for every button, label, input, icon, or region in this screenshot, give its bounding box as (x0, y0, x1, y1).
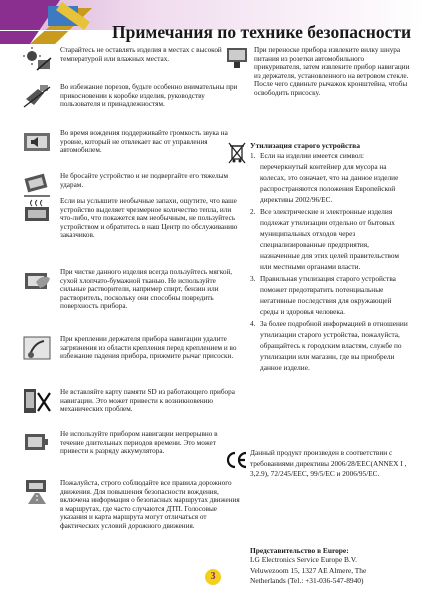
crossed-bin-icon (226, 141, 248, 165)
drop-impact-icon (22, 172, 52, 198)
page-number: 3 (205, 569, 221, 585)
list-item: 2. Все электрические и электронные изделия подлежат утилизации отдельно от бытовых муниципальных отходов через специализированные предприятия, назначенные для этих целей правительством или местными органами власти. (250, 207, 400, 271)
cloth-cleaning-icon (22, 268, 52, 294)
sd-card-icon (22, 388, 52, 414)
list-item: 3. Правильная утилизация старого устройства поможет предотвратить потенциальные негативные последствия для окружающей среды и здоровья человека. (250, 274, 396, 316)
road-sign-icon (22, 479, 52, 505)
page-title: Примечания по технике безопасности (112, 22, 412, 42)
list-item: 1. Если на изделии имеется символ: перечеркнутый контейнер для мусора на колесах, это означает, что на данное изделие распространяются положения Европейской директивы 2002/96/EC. (250, 151, 399, 204)
note-text: Если вы услышите необычные запахи, ощутите, что ваше устройство выделяет чрезмерное количество тепла, или что-либо, что покажется вам необычным, не пользуйтесь устройством и обратитесь в наш Центр по обслуживанию заказчиков. (60, 197, 238, 240)
representative-title: Представительство в Europe: (250, 546, 349, 555)
note-text: Не используйте прибором навигации непрерывно в течение длительных периодов времени. Это может привести к разряду аккумулятора. (60, 430, 218, 456)
ce-mark-icon (226, 448, 248, 472)
smoke-warning-icon (22, 197, 52, 223)
note-text: Во избежание порезов, будьте особенно внимательны при прикосновении к коробке изделия, руководству пользователя и принадлежностям. (60, 83, 238, 109)
representative-line: Netherlands (Tel.: +31-036-547-8940) (250, 576, 364, 585)
note-text: Пожалуйста, строго соблюдайте все правила дорожного движения. Для повышения безопасности вождения, включена информация о безопасных маршрутах движения в маршрутах, где часто случаются ДТП. Голосовые указания и карта маршрута могут отличаться от фактических условий дорожного движения. (60, 479, 240, 530)
car-plug-icon (226, 46, 248, 70)
list-item: 4. За более подробной информацией в отношении утилизации старого устройства, пожалуйста, обращайтесь к городским властям, службе по утилизации или магазин, где вы приобрели данное изделие. (250, 319, 408, 372)
recycling-title: Утилизация старого устройства (250, 141, 361, 150)
representative-content (250, 546, 420, 587)
representative-line: LG Electronics Service Europe B.V. (250, 555, 357, 564)
ce-text: Данный продукт произведен в соответствии с требованиями директивы 2006/28/EEC(ANNEX I , 3,2.9), 72/245/EEC, 99/5/EC и 2006/95/EC. (250, 448, 407, 478)
hand-cut-icon (22, 83, 52, 109)
note-text: При креплении держателя прибора навигации удалите загрязнения из области крепления перед креплением и во избежание падения прибора, прижмите рычаг присоски. (60, 335, 237, 361)
battery-drain-icon (22, 430, 52, 456)
recycling-content (250, 141, 410, 374)
volume-warning-icon (22, 129, 52, 155)
note-text: При переноске прибора извлеките вилку шнура питания из розетки автомобильного прикуривателя, затем извлеките прибор навигации из держателя, установленного на ветровом стекле. После чего сдвиньте рычажок кронштейна, чтобы освободить присоску. (254, 46, 410, 97)
sun-heat-icon (22, 46, 52, 72)
note-text: Не бросайте устройство и не подвергайте его тяжелым ударам. (60, 172, 229, 189)
note-text: Старайтесь не оставлять изделия в местах с высокой температурой или влажных местах. (60, 46, 222, 63)
mount-cleaning-icon (22, 335, 52, 361)
page-header (0, 0, 425, 46)
representative-line: Veluwezoom 15, 1327 AE Almere, The (250, 565, 367, 575)
note-text: При чистке данного изделия всегда пользуйтесь мягкой, сухой хлопчато-бумажной тканью. Не используйте сильные растворители, например спирт, бензин или растворитель, поскольку они способны повредить поверхность прибора. (60, 268, 233, 311)
note-text: Во время вождения поддерживайте громкость звука на уровне, который не отвлекает вас от управления автомобилем. (60, 129, 228, 155)
recycling-list (250, 150, 410, 373)
note-text: Не вставляйте карту памяти SD из работающего прибора навигации. Это может привести к возникновению механических проблем. (60, 388, 235, 414)
